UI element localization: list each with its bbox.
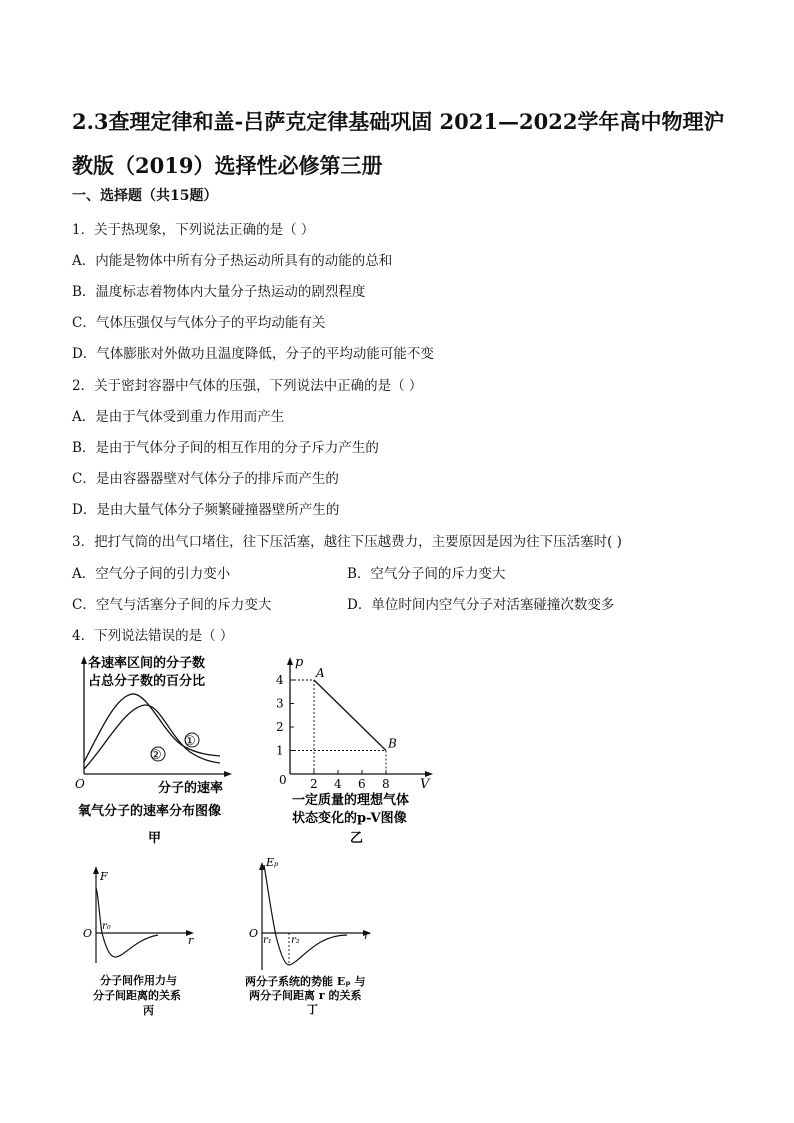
question-2-option-c: C．是由容器器壁对气体分子的排斥而产生的 [72, 471, 339, 487]
ding-caption-line2: 两分子间距离 r 的关系 [249, 989, 362, 1002]
ding-ylabel: Eₚ [266, 856, 279, 869]
bing-y-arrow [93, 866, 99, 874]
bing-caption-line2: 分子间距离的关系 [93, 989, 181, 1002]
figure-jia [70, 652, 250, 847]
yi-y-tick-label: 1 [276, 743, 284, 758]
figure-ding [245, 855, 405, 1015]
ding-caption-line1: 两分子系统的势能 Eₚ 与 [245, 975, 366, 988]
question-2-stem: 2．关于密封容器中气体的压强，下列说法中正确的是（ ） [72, 378, 423, 394]
question-2-option-a: A．是由于气体受到重力作用而产生 [72, 409, 285, 425]
yi-y-tick-label: 4 [276, 673, 284, 687]
yi-y-arrow [287, 657, 293, 665]
bing-tag: 丙 [143, 1004, 154, 1017]
yi-series-line [314, 680, 386, 751]
question-3-stem: 3．把打气筒的出气口堵住，往下压活塞，越往下压越费力，主要原因是因为往下压活塞时( ) [72, 534, 622, 550]
question-2-option-d: D．是由大量气体分子频繁碰撞器壁所产生的 [72, 502, 340, 518]
question-3-option-a: A．空气分子间的引力变小 [72, 566, 231, 582]
yi-y-tick-label: 2 [276, 720, 284, 734]
question-1-option-a: A．内能是物体中所有分子热运动所具有的动能的总和 [72, 253, 393, 269]
question-2-option-b: B．是由于气体分子间的相互作用的分子斥力产生的 [72, 440, 379, 456]
jia-curve-1-label: ① [184, 734, 196, 749]
yi-caption-line1: 一定质量的理想气体 [292, 793, 410, 808]
bing-xlabel: r [188, 934, 194, 947]
question-1-option-d: D．气体膨胀对外做功且温度降低，分子的平均动能可能不变 [72, 346, 434, 362]
jia-tag: 甲 [148, 831, 162, 846]
ding-tag: 丁 [307, 1003, 318, 1016]
bing-ylabel: F [100, 870, 108, 883]
yi-ylabel: p [295, 655, 304, 670]
question-3-option-b: B．空气分子间的斥力变大 [347, 566, 506, 582]
jia-ylabel-line2: 占总分子数的百分比 [88, 674, 206, 689]
jia-x-arrow [224, 771, 232, 777]
yi-origin: 0 [279, 773, 287, 787]
question-1-option-b: B．温度标志着物体内大量分子热运动的剧烈程度 [72, 284, 366, 300]
bing-caption-line1: 分子间作用力与 [100, 974, 177, 987]
yi-caption-line2: 状态变化的p-V图像 [292, 811, 407, 826]
bing-origin: O [83, 927, 93, 940]
figure-yi [270, 652, 450, 847]
jia-y-arrow [81, 656, 87, 664]
jia-origin: O [75, 777, 85, 791]
yi-x-tick-label: 8 [382, 777, 390, 791]
jia-xlabel: 分子的速率 [158, 781, 224, 796]
question-3-option-c: C．空气与活塞分子间的斥力变大 [72, 597, 272, 613]
figure-bing [78, 863, 228, 1023]
jia-ylabel-line1: 各速率区间的分子数 [88, 656, 206, 671]
ding-energy-curve [264, 865, 347, 965]
jia-curve-2-label: ② [150, 748, 162, 763]
jia-caption: 氧气分子的速率分布图像 [78, 804, 222, 819]
yi-tag: 乙 [350, 831, 364, 846]
yi-point-label: A [316, 666, 325, 680]
ding-xlabel: r [364, 929, 370, 942]
ding-origin: O [249, 927, 259, 940]
ding-r2: r₂ [291, 935, 300, 946]
yi-point-label: B [388, 736, 397, 751]
yi-x-tick-label: 6 [358, 777, 366, 791]
document-title: 2.3查理定律和盖-吕萨克定律基础巩固 2021—2022学年高中物理沪教版（2019）选择性必修第三册 [72, 109, 725, 178]
question-1-option-c: C．气体压强仅与气体分子的平均动能有关 [72, 315, 326, 331]
ding-r1: r₁ [263, 935, 272, 946]
yi-y-tick-label: 3 [276, 696, 284, 711]
section-heading: 一、选择题（共15题） [72, 188, 218, 204]
question-1-stem: 1．关于热现象，下列说法正确的是（ ） [72, 222, 315, 238]
bing-r0: r₀ [102, 921, 111, 932]
yi-x-tick-label: 2 [310, 777, 318, 791]
yi-x-tick-label: 4 [334, 777, 342, 791]
yi-xlabel: V [420, 777, 430, 792]
question-3-option-d: D．单位时间内空气分子对活塞碰撞次数变多 [347, 597, 615, 613]
question-4-stem: 4．下列说法错误的是（ ） [72, 628, 234, 644]
